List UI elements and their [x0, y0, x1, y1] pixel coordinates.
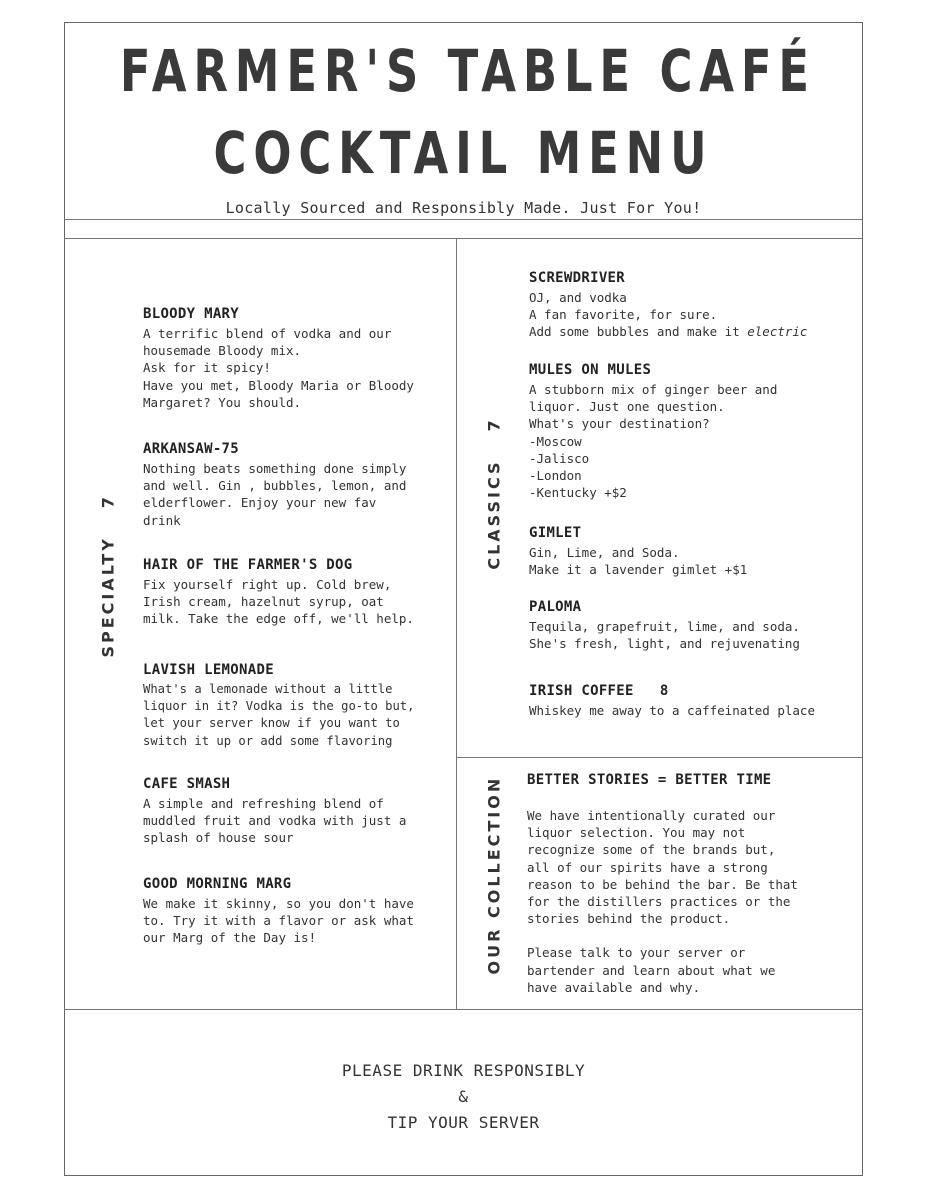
classics-label: CLASSICS — [484, 459, 504, 570]
item-description: Gin, Lime, and Soda. Make it a lavender gimlet +$1 — [529, 545, 748, 578]
page-subtitle: Locally Sourced and Responsibly Made. Just For You! — [225, 199, 702, 217]
menu-item-cafe-smash — [143, 775, 406, 847]
item-description: Tequila, grapefruit, lime, and soda. She's fresh, light, and rejuvenating — [529, 619, 800, 652]
collection-label: OUR COLLECTION — [484, 775, 504, 975]
specialty-section-label — [98, 494, 118, 658]
item-name: PALOMA — [529, 599, 582, 615]
footer-divider — [64, 1009, 863, 1010]
item-desc-line2: A fan favorite, for sure. — [529, 307, 718, 323]
classics-price: 7 — [484, 417, 504, 432]
menu-item-arkansaw-75 — [143, 440, 406, 529]
page-title-line1: FARMER'S TABLE CAFÉ — [119, 37, 816, 105]
item-description: Fix yourself right up. Cold brew, Irish cream, hazelnut syrup, oat milk. Take the edge off, we'll help. — [143, 577, 414, 627]
item-name: GIMLET — [529, 525, 582, 541]
collection-section-label — [484, 775, 504, 975]
item-desc-emphasis: electric — [747, 324, 808, 340]
item-name: ARKANSAW-75 — [143, 441, 240, 457]
classics-section-label — [485, 414, 504, 574]
item-name: BLOODY MARY — [143, 306, 240, 322]
item-name: IRISH COFFEE 8 — [529, 683, 669, 699]
item-description — [529, 289, 807, 341]
footer-line-1: PLEASE DRINK RESPONSIBLY — [341, 1061, 586, 1080]
menu-item-good-morning-marg — [143, 875, 414, 947]
menu-item-paloma — [529, 598, 800, 652]
collection-text — [527, 771, 798, 996]
item-description: A stubborn mix of ginger beer and liquor. Just one question. What's your destination? -Moscow -Jalisco -London -Kentucky +$2 — [529, 382, 778, 501]
item-description: Nothing beats something done simply and well. Gin , bubbles, lemon, and elderflower. Enjoy your new fav drink — [143, 461, 407, 528]
item-name: CAFE SMASH — [143, 776, 231, 792]
item-desc-line1: OJ, and vodka — [529, 290, 627, 305]
column-divider — [456, 238, 457, 1010]
item-name: MULES ON MULES — [529, 362, 652, 378]
collection-divider — [456, 757, 863, 758]
menu-item-bloody-mary — [143, 305, 414, 411]
item-description: A simple and refreshing blend of muddled fruit and vodka with just a splash of house sour — [143, 796, 407, 846]
page-title-line2: COCKTAIL MENU — [213, 119, 714, 187]
menu-item-screwdriver — [529, 269, 807, 341]
header-divider-top — [64, 219, 863, 220]
collection-paragraph-1: We have intentionally curated our liquor selection. You may not recognize some of the brands but, all of our spirits have a strong reason to be behind the bar. Be that for the distillers practices or the stories behind the product. — [527, 808, 798, 927]
specialty-label: SPECIALTY — [98, 536, 118, 658]
menu-item-gimlet — [529, 524, 747, 578]
menu-item-irish-coffee — [529, 682, 815, 719]
header-divider-bottom — [64, 238, 863, 239]
footer-text — [64, 1058, 863, 1136]
item-name: LAVISH LEMONADE — [143, 662, 274, 678]
item-description: What's a lemonade without a little liquor in it? Vodka is the go-to but, let your server know if you want to switch it up or add some flavoring — [143, 682, 415, 748]
item-description: We make it skinny, so you don't have to. Try it with a flavor or ask what our Marg of the Day is! — [143, 896, 414, 946]
menu-item-hair-of-the-farmers-dog — [143, 556, 414, 628]
menu-item-mules-on-mules — [529, 361, 777, 501]
item-description: Whiskey me away to a caffeinated place — [529, 703, 815, 718]
collection-heading: BETTER STORIES = BETTER TIME — [527, 772, 772, 788]
item-name: HAIR OF THE FARMER'S DOG — [143, 557, 353, 573]
footer-line-3: TIP YOUR SERVER — [387, 1113, 540, 1132]
footer-line-2: & — [458, 1087, 469, 1106]
collection-paragraph-2: Please talk to your server or bartender and learn about what we have available and why. — [527, 945, 776, 995]
item-name: SCREWDRIVER — [529, 270, 626, 286]
item-name: GOOD MORNING MARG — [143, 876, 292, 892]
specialty-price: 7 — [98, 494, 118, 509]
menu-item-lavish-lemonade — [143, 661, 415, 750]
item-desc-line3: Add some bubbles and make it — [529, 324, 748, 340]
item-description: A terrific blend of vodka and our housemade Bloody mix. Ask for it spicy! Have you met, Bloody Maria or Bloody Margaret? You should. — [143, 326, 414, 410]
